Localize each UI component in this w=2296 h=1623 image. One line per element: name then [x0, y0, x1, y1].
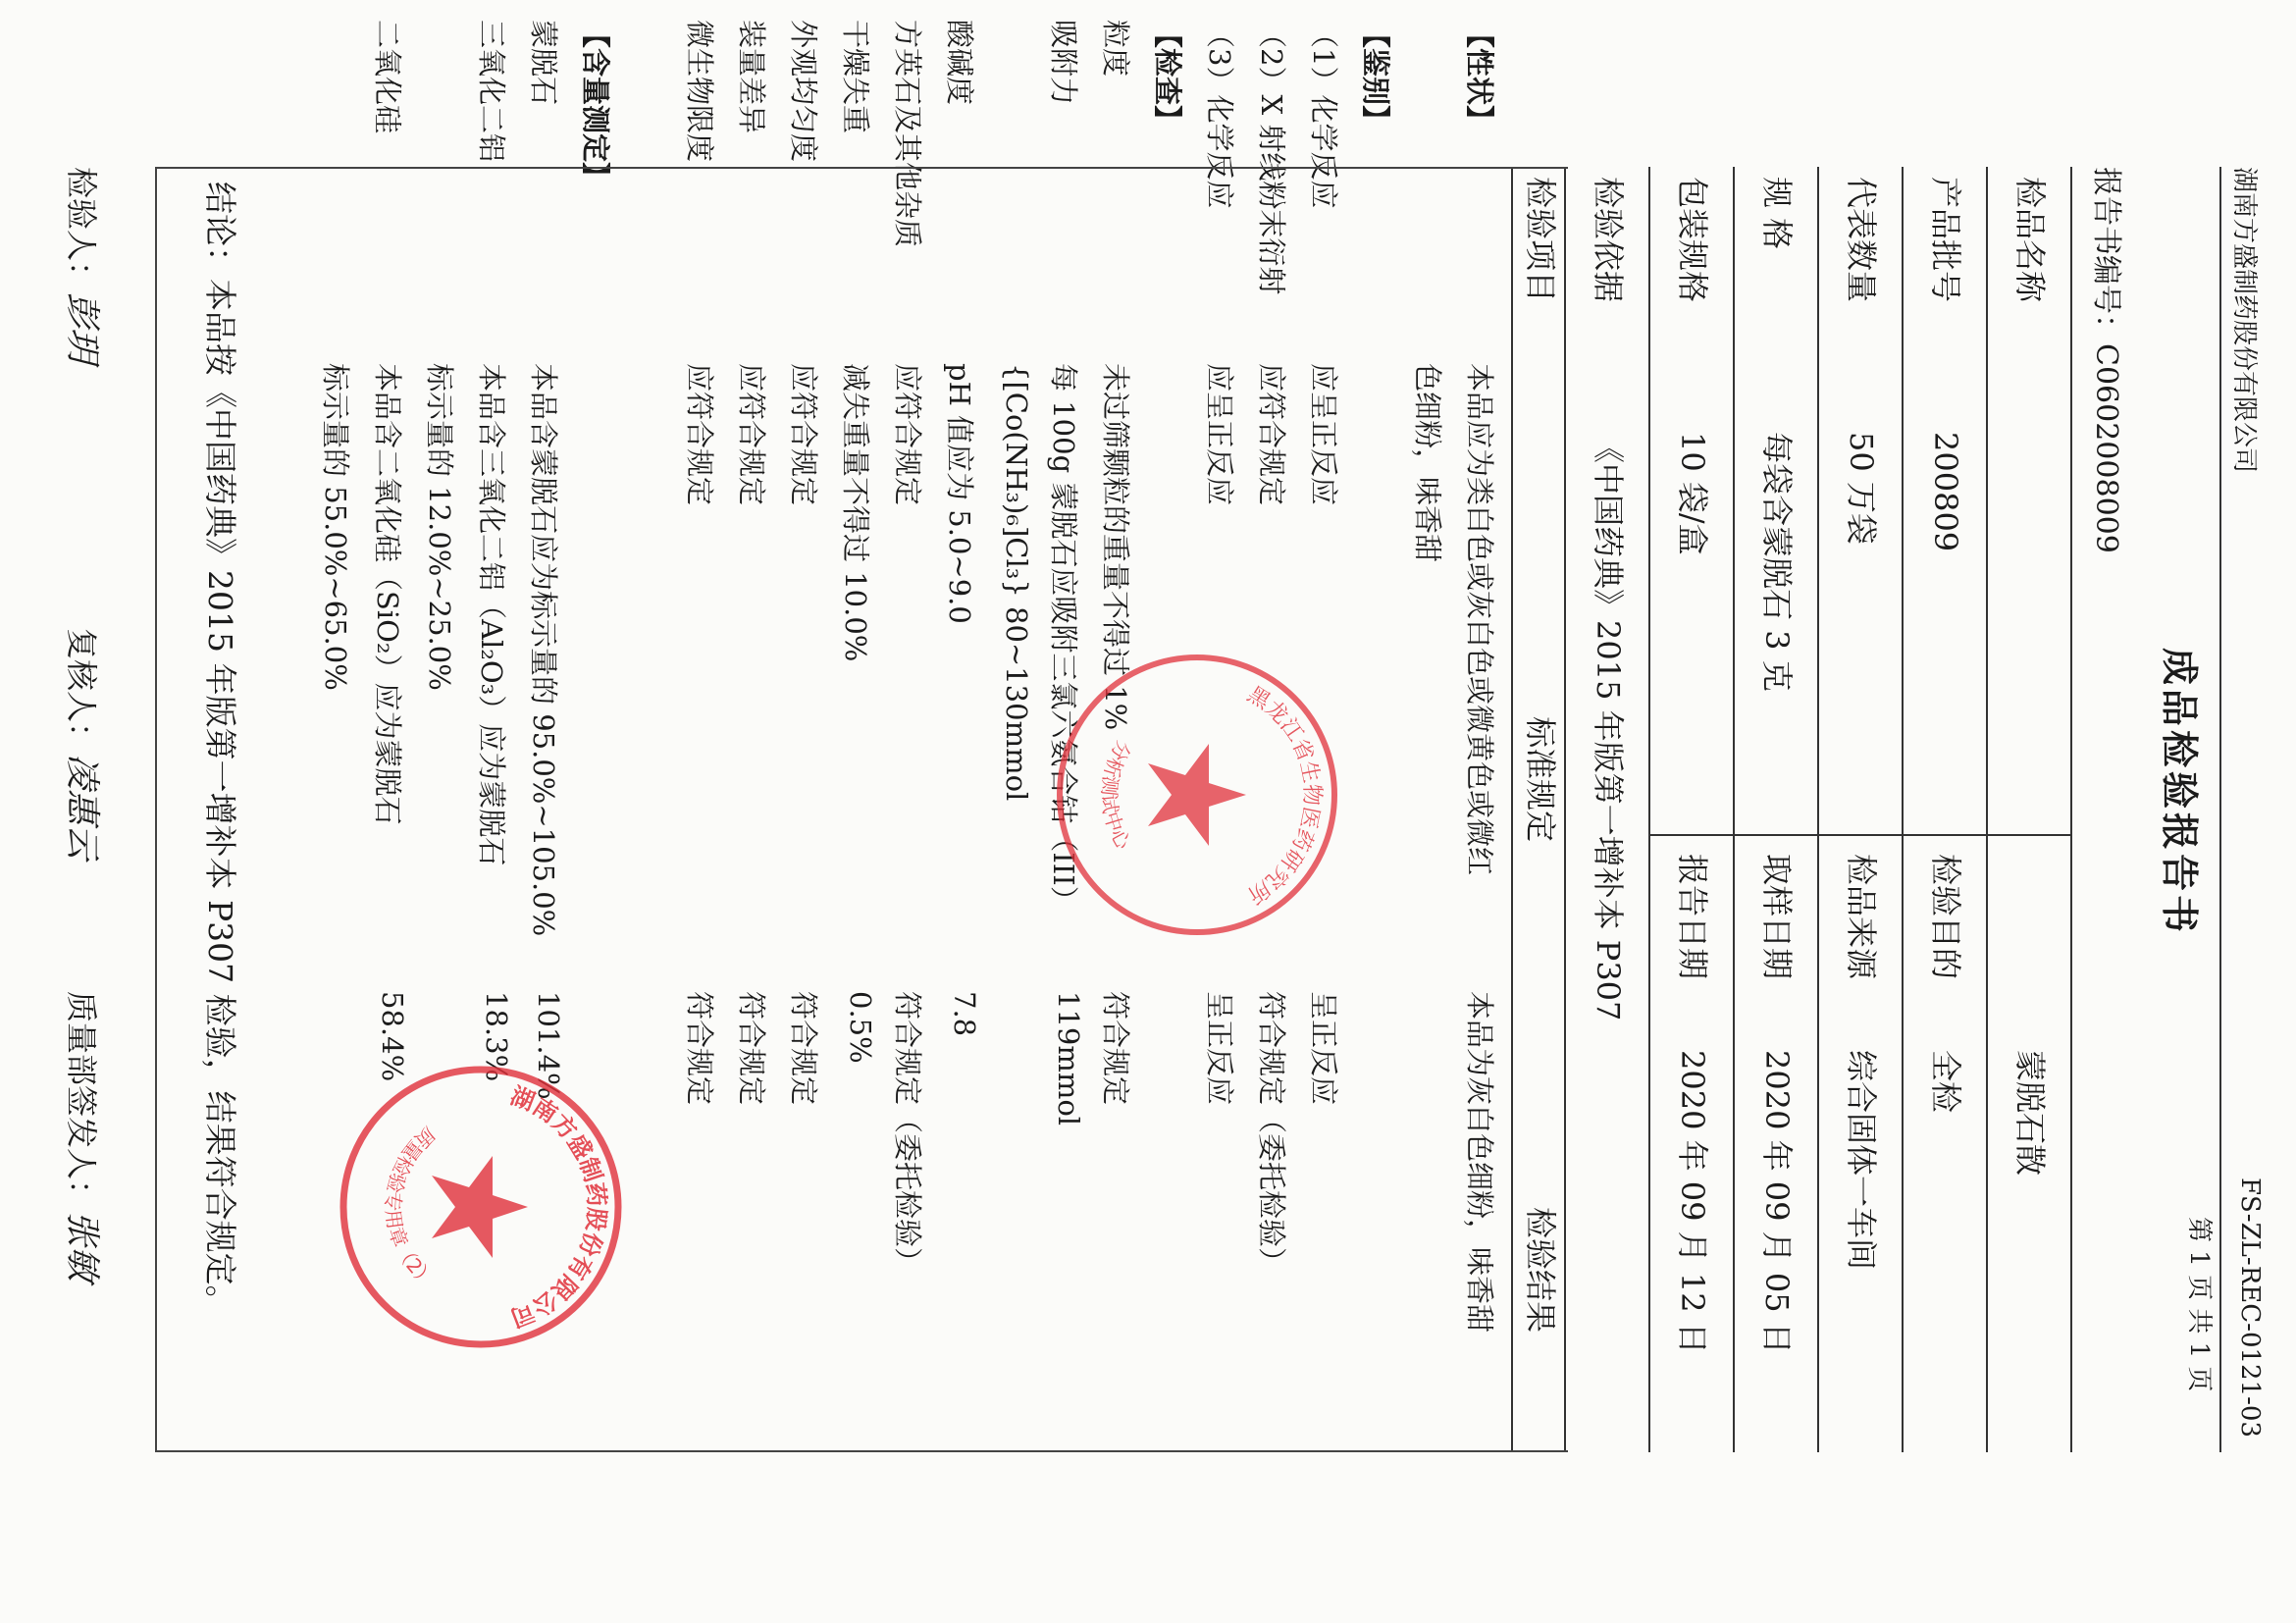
svg-text:分析测试中心 [1097, 737, 1136, 854]
reviewer-label: 复核人： [63, 628, 100, 755]
header-row [1733, 167, 1819, 1452]
basis-row [1564, 167, 1650, 1452]
form-code: FS-ZL-REC-0121-03 [2235, 1178, 2265, 1438]
result-text: 0.5% [844, 991, 877, 1064]
item-label: 【含量测定】 [579, 20, 612, 191]
item-label: 粒度 [1099, 20, 1132, 78]
result-text: 符合规定 [735, 991, 768, 1106]
result-text: 18.3% [480, 991, 513, 1082]
result-text: 符合规定（委托检验） [891, 991, 924, 1277]
stamp-pt-top: 黑龙江省生物医药研究所 [1242, 682, 1324, 908]
result-text: 58.4% [376, 991, 409, 1082]
result-text: 呈正反应 [1307, 991, 1340, 1106]
header-row [1648, 167, 1735, 1452]
reviewer-name: 凌惠云 [62, 754, 102, 861]
header-row-left-label: 产品批号 [1927, 177, 1964, 303]
header-row-left-value: 50 万袋 [1843, 432, 1880, 545]
header-rule [2219, 167, 2221, 1452]
item-label: （3）化学反应 [1203, 20, 1236, 209]
standard-text: 应符合规定 [891, 363, 924, 506]
item-label: （2）X 射线粉末衍射 [1255, 20, 1288, 295]
header-row-right-value: 全检 [1927, 1050, 1964, 1114]
standard-text: {[Co(NH₃)₆]Cl₃} 80~130mmol [1000, 363, 1033, 802]
stamp-qa-bottom: 质量检验专用章（2） [381, 1122, 441, 1292]
report-number-value: C0602008009 [2089, 343, 2123, 553]
result-text: 101.4% [532, 991, 565, 1100]
inspector-name: 彭玥 [62, 292, 102, 364]
item-label: 干燥失重 [839, 20, 872, 134]
item-label: 方英石及其他杂质 [891, 20, 924, 248]
item-label: 【性状】 [1463, 20, 1496, 134]
standard-text: 未过筛颗粒的重量不得过 1% [1099, 363, 1132, 731]
col-result-heading: 检验结果 [1522, 1207, 1559, 1334]
header-row [1817, 167, 1904, 1452]
header-row-right-value: 综合固体一车间 [1843, 1050, 1880, 1271]
standard-text: 本品含蒙脱石应为标示量的 95.0%~105.0% [527, 363, 560, 937]
standard-text: 本品含三氧化二铝（Al₂O₃）应为蒙脱石 [475, 363, 508, 866]
header-row-right-value: 蒙脱石散 [2011, 1050, 2049, 1177]
item-label: 【鉴别】 [1359, 20, 1392, 134]
item-label: 二氧化硅 [371, 20, 404, 134]
result-text: 119mmol [1052, 991, 1085, 1126]
inspector-label: 检验人： [63, 167, 100, 293]
standard-text: 标示量的 12.0%~25.0% [423, 363, 456, 691]
reviewer-signature [60, 628, 110, 860]
header-row-right-value: 2020 年 09 月 05 日 [1758, 1050, 1796, 1354]
standard-text: pH 值应为 5.0~9.0 [943, 363, 976, 624]
header-row-right-label: 检验目的 [1927, 854, 1964, 980]
standard-text: 应符合规定 [787, 363, 820, 506]
item-label: 酸碱度 [943, 20, 976, 106]
issuer-signature [60, 991, 110, 1282]
standard-text: 应呈正反应 [1203, 363, 1236, 506]
header-row [1986, 167, 2072, 1452]
result-text: 本品为灰白色细粉，味香甜 [1463, 991, 1496, 1334]
result-text: 符合规定 [683, 991, 716, 1106]
standard-text: 标示量的 55.0%~65.0% [319, 363, 352, 691]
standard-text: 本品含二氧化硅（SiO₂）应为蒙脱石 [371, 363, 404, 825]
header-row [1902, 167, 1988, 1452]
inspector-signature [60, 167, 110, 363]
basis-label: 检验依据 [1590, 177, 1627, 303]
issuer-label: 质量部签发人： [63, 991, 100, 1212]
item-label: 吸附力 [1047, 20, 1080, 106]
report-title: 成品检验报告书 [2158, 648, 2202, 937]
item-label: 外观均匀度 [787, 20, 820, 163]
header-row-right-label: 报告日期 [1674, 854, 1711, 980]
company-name: 湖南方盛制药股份有限公司 [2229, 167, 2259, 474]
standard-text: 本品应为类白色或灰白色或微黄色或微红 [1463, 363, 1496, 876]
standard-text: 应符合规定 [1255, 363, 1288, 506]
header-row-left-label: 代表数量 [1843, 177, 1880, 303]
result-text: 7.8 [948, 991, 981, 1037]
standard-text: 减失重量不得过 10.0% [839, 363, 872, 662]
header-row-right-value: 2020 年 09 月 12 日 [1674, 1050, 1711, 1354]
header-row-right-label: 取样日期 [1758, 854, 1796, 980]
result-text: 符合规定 [1099, 991, 1132, 1106]
result-text: 符合规定（委托检验） [1255, 991, 1288, 1277]
basis-value: 《中国药典》2015 年版第一增补本 P307 [1590, 432, 1627, 1021]
item-label: 装量差异 [735, 20, 768, 134]
header-row-left-value: 10 袋/盒 [1674, 432, 1711, 555]
header-row-left-label: 检品名称 [2011, 177, 2049, 303]
star-icon [1148, 744, 1246, 846]
item-label: 【检查】 [1151, 20, 1184, 134]
issuer-name: 张敏 [62, 1211, 102, 1283]
qa-stamp [334, 1060, 628, 1354]
item-label: （1）化学反应 [1307, 20, 1340, 209]
header-row-left-value: 每袋含蒙脱石 3 克 [1758, 432, 1796, 692]
standard-text: 应符合规定 [735, 363, 768, 506]
page-info: 第 1 页 共 1 页 [2184, 1217, 2214, 1392]
standard-text: 色细粉，味香甜 [1411, 363, 1444, 563]
col-standard-heading: 标准规定 [1522, 716, 1559, 843]
report-number [2088, 167, 2131, 553]
svg-text:质量检验专用章（2） [381, 1123, 440, 1292]
result-text: 符合规定 [787, 991, 820, 1106]
result-text: 呈正反应 [1203, 991, 1236, 1106]
conclusion-text: 结论：本品按《中国药典》2015 年版第一增补本 P307 检验，结果符合规定。 [201, 182, 239, 1318]
testing-center-stamp [1050, 648, 1344, 942]
standard-text: 应呈正反应 [1307, 363, 1340, 506]
star-icon [432, 1156, 528, 1258]
header-row-left-label: 规 格 [1758, 177, 1796, 250]
header-row-right-label: 检品来源 [1843, 854, 1880, 980]
item-label: 三氧化二铝 [475, 20, 508, 163]
header-row-left-value: 200809 [1927, 432, 1964, 552]
col-item-heading: 检验项目 [1522, 177, 1559, 303]
standard-text: 每 100g 蒙脱石应吸附三氯六氨合钴（III） [1047, 363, 1080, 915]
stamp-pt-bottom: 分析测试中心 [1097, 736, 1136, 854]
stamp-qa-top: 湖南方盛制药股份有限公司 [506, 1081, 611, 1333]
item-label: 蒙脱石 [527, 20, 560, 106]
header-row-left-label: 包装规格 [1674, 177, 1711, 303]
standard-text: 应符合规定 [683, 363, 716, 506]
report-number-label: 报告书编号： [2089, 167, 2123, 343]
item-label: 微生物限度 [683, 20, 716, 163]
